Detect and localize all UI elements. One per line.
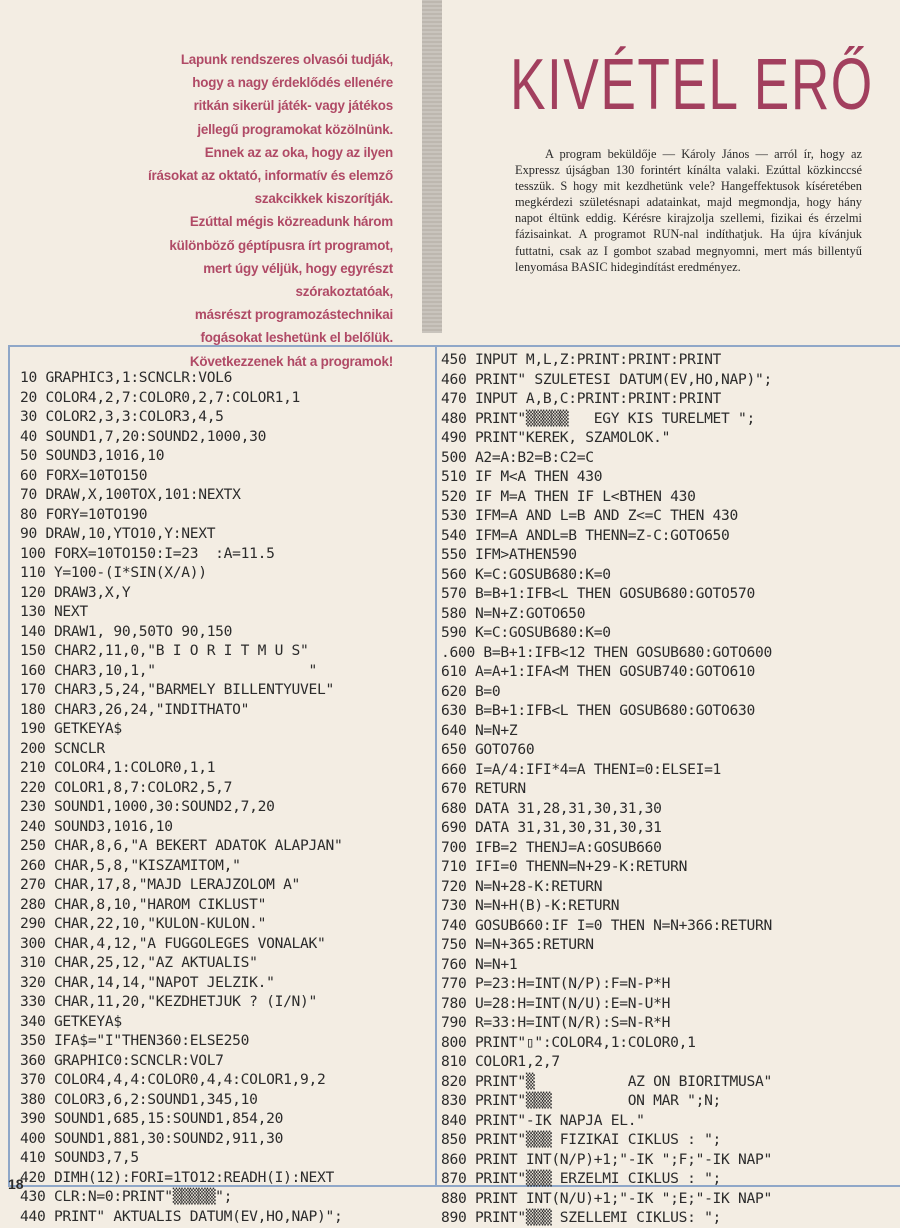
code-line: 410 SOUND3,7,5 bbox=[20, 1149, 139, 1166]
code-line: 440 PRINT" AKTUALIS DATUM(EV,HO,NAP)"; bbox=[20, 1207, 343, 1225]
code-line: 380 COLOR3,6,2:SOUND1,345,10 bbox=[20, 1090, 258, 1108]
code-line: 820 PRINT"▒ AZ ON BIORITMUSA" bbox=[441, 1072, 772, 1090]
code-line: 880 PRINT INT(N/U)+1;"-IK ";E;"-IK NAP" bbox=[441, 1189, 772, 1207]
intro-text bbox=[100, 48, 393, 373]
intro-line: szakcikkek kiszorítják. bbox=[254, 191, 393, 207]
code-line: 840 PRINT"-IK NAPJA EL." bbox=[441, 1111, 645, 1129]
code-line: 610 A=A+1:IFA<M THEN GOSUB740:GOTO610 bbox=[441, 663, 755, 680]
intro-line: Lapunk rendszeres olvasói tudják, bbox=[180, 52, 393, 67]
code-line: 60 FORX=10TO150 bbox=[20, 466, 148, 484]
code-line: 470 INPUT A,B,C:PRINT:PRINT:PRINT bbox=[441, 390, 722, 407]
code-listing-left bbox=[20, 368, 342, 1226]
code-line: 160 CHAR3,10,1," " bbox=[20, 661, 318, 679]
code-line: 590 K=C:GOSUB680:K=0 bbox=[441, 624, 611, 641]
code-line: 210 COLOR4,1:COLOR0,1,1 bbox=[20, 759, 216, 776]
code-line: 780 U=28:H=INT(N/U):E=N-U*H bbox=[441, 994, 671, 1012]
code-line: 330 CHAR,11,20,"KEZDHETJUK ? (I/N)" bbox=[20, 993, 318, 1010]
code-line: 830 PRINT"▒▒▒ ON MAR ";N; bbox=[441, 1092, 722, 1109]
code-line: 860 PRINT INT(N/P)+1;"-IK ";F;"-IK NAP" bbox=[441, 1150, 772, 1168]
code-line: 870 PRINT"▒▒▒ ERZELMI CIKLUS : "; bbox=[441, 1170, 722, 1187]
code-line: 240 SOUND3,1016,10 bbox=[20, 817, 173, 835]
code-line: 650 GOTO760 bbox=[441, 741, 535, 758]
code-line: 50 SOUND3,1016,10 bbox=[20, 447, 165, 464]
code-line: 110 Y=100-(I*SIN(X/A)) bbox=[20, 564, 207, 581]
code-line: 530 IFM=A AND L=B AND Z<=C THEN 430 bbox=[441, 507, 739, 524]
article-title bbox=[510, 46, 900, 126]
code-line: 460 PRINT" SZULETESI DATUM(EV,HO,NAP)"; bbox=[441, 370, 772, 388]
code-line: 570 B=B+1:IFB<L THEN GOSUB680:GOTO570 bbox=[441, 585, 755, 602]
code-line: 390 SOUND1,685,15:SOUND1,854,20 bbox=[20, 1110, 284, 1127]
code-line: 400 SOUND1,881,30:SOUND2,911,30 bbox=[20, 1129, 284, 1147]
intro-line: mert úgy véljük, hogy egyrészt bbox=[203, 260, 393, 276]
code-line: 200 SCNCLR bbox=[20, 739, 105, 757]
code-line: 270 CHAR,17,8,"MAJD LERAJZOLOM A" bbox=[20, 876, 301, 893]
code-line: 450 INPUT M,L,Z:PRINT:PRINT:PRINT bbox=[441, 351, 722, 368]
code-line: 280 CHAR,8,10,"HAROM CIKLUST" bbox=[20, 895, 267, 913]
code-line: 850 PRINT"▒▒▒ FIZIKAI CIKLUS : "; bbox=[441, 1131, 722, 1148]
code-line: 80 FORY=10TO190 bbox=[20, 505, 148, 523]
code-line: 580 N=N+Z:GOTO650 bbox=[441, 604, 586, 622]
code-line: 490 PRINT"KEREK, SZAMOLOK." bbox=[441, 429, 671, 446]
code-line: .600 B=B+1:IFB<12 THEN GOSUB680:GOTO600 bbox=[441, 643, 772, 661]
code-line: 10 GRAPHIC3,1:SCNCLR:VOL6 bbox=[20, 369, 233, 386]
code-line: 190 GETKEYA$ bbox=[20, 720, 122, 737]
code-line: 150 CHAR2,11,0,"B I O R I T M U S" bbox=[20, 642, 309, 659]
code-line: 130 NEXT bbox=[20, 603, 88, 620]
vertical-divider bbox=[422, 0, 442, 333]
code-line: 420 DIMH(12):FORI=1TO12:READH(I):NEXT bbox=[20, 1168, 334, 1186]
code-line: 710 IFI=0 THENN=N+29-K:RETURN bbox=[441, 858, 688, 875]
code-line: 100 FORX=10TO150:I=23 :A=11.5 bbox=[20, 544, 275, 562]
code-line: 750 N=N+365:RETURN bbox=[441, 936, 594, 953]
code-line: 360 GRAPHIC0:SCNCLR:VOL7 bbox=[20, 1051, 224, 1069]
code-line: 350 IFA$="I"THEN360:ELSE250 bbox=[20, 1032, 250, 1049]
code-line: 770 P=23:H=INT(N/P):F=N-P*H bbox=[441, 975, 671, 992]
code-line: 520 IF M=A THEN IF L<BTHEN 430 bbox=[441, 487, 696, 505]
intro-line: Következzenek hát a programok! bbox=[189, 353, 393, 369]
code-line: 140 DRAW1, 90,50TO 90,150 bbox=[20, 622, 233, 640]
code-line: 720 N=N+28-K:RETURN bbox=[441, 877, 603, 895]
code-line: 30 COLOR2,3,3:COLOR3,4,5 bbox=[20, 408, 224, 425]
code-line: 740 GOSUB660:IF I=0 THEN N=N+366:RETURN bbox=[441, 916, 772, 934]
code-line: 290 CHAR,22,10,"KULON-KULON." bbox=[20, 915, 267, 932]
code-line: 180 CHAR3,26,24,"INDITHATO" bbox=[20, 700, 250, 718]
code-line: 510 IF M<A THEN 430 bbox=[441, 468, 603, 485]
intro-line: különböző géptípusra írt programot, bbox=[169, 237, 393, 253]
code-line: 260 CHAR,5,8,"KISZAMITOM," bbox=[20, 856, 241, 874]
code-line: 430 CLR:N=0:PRINT"▒▒▒▒▒"; bbox=[20, 1188, 233, 1205]
code-line: 480 PRINT"▒▒▒▒▒ EGY KIS TURELMET "; bbox=[441, 409, 755, 427]
code-line: 810 COLOR1,2,7 bbox=[441, 1053, 560, 1070]
code-line: 700 IFB=2 THENJ=A:GOSUB660 bbox=[441, 838, 662, 856]
code-line: 120 DRAW3,X,Y bbox=[20, 583, 131, 601]
intro-line: Ennek az az oka, hogy az ilyen bbox=[204, 144, 393, 160]
intro-line: jellegű programokat közölnünk. bbox=[197, 121, 393, 137]
code-line: 730 N=N+H(B)-K:RETURN bbox=[441, 897, 620, 914]
code-line: 70 DRAW,X,100TOX,101:NEXTX bbox=[20, 486, 241, 503]
code-line: 500 A2=A:B2=B:C2=C bbox=[441, 448, 594, 466]
code-line: 760 N=N+1 bbox=[441, 955, 518, 973]
intro-line: hogy a nagy érdeklődés ellenére bbox=[192, 75, 393, 91]
code-line: 540 IFM=A ANDL=B THENN=Z-C:GOTO650 bbox=[441, 526, 730, 544]
intro-line: ritkán sikerül játék- vagy játékos bbox=[193, 98, 393, 114]
page-number: 18 bbox=[8, 1176, 24, 1192]
article-description: A program beküldője — Károly János — arról ír, hogy az Expressz újságban 130 forintért kínálta valaki. Ezúttal közkinccsé tesszük. S hogy mit kezdhetünk vele? Hangeffektusok kíséretében megkérdezi születésnapi adatainkat, majd megmondja, hogy hány napot éltünk eddig. Kérésre kirajzolja szellemi, fizikai és érzelmi fázisainkat. A programot RUN-nal indíthatjuk. Ha újra kívánjuk futtatni, csak az I gombot szabad megnyomni, mert más billentyű lenyomása BASIC hidegindítást eredményez. bbox=[515, 147, 862, 274]
intro-line: másrészt programozástechnikai bbox=[194, 307, 393, 323]
intro-line: szórakoztatóak, bbox=[295, 284, 393, 300]
code-line: 320 CHAR,14,14,"NAPOT JELZIK." bbox=[20, 973, 275, 991]
code-column-divider bbox=[435, 345, 437, 1187]
code-line: 550 IFM>ATHEN590 bbox=[441, 546, 577, 563]
code-line: 230 SOUND1,1000,30:SOUND2,7,20 bbox=[20, 798, 275, 815]
code-line: 660 I=A/4:IFI*4=A THENI=0:ELSEI=1 bbox=[441, 760, 722, 778]
code-line: 690 DATA 31,31,30,31,30,31 bbox=[441, 819, 662, 836]
code-line: 250 CHAR,8,6,"A BEKERT ADATOK ALAPJAN" bbox=[20, 837, 343, 854]
code-line: 670 RETURN bbox=[441, 780, 526, 797]
code-line: 40 SOUND1,7,20:SOUND2,1000,30 bbox=[20, 427, 267, 445]
code-line: 640 N=N+Z bbox=[441, 721, 518, 739]
intro-line: Ezúttal mégis közreadunk három bbox=[189, 214, 393, 230]
code-line: 300 CHAR,4,12,"A FUGGOLEGES VONALAK" bbox=[20, 934, 326, 952]
code-line: 310 CHAR,25,12,"AZ AKTUALIS" bbox=[20, 954, 258, 971]
code-line: 170 CHAR3,5,24,"BARMELY BILLENTYUVEL" bbox=[20, 681, 334, 698]
code-line: 680 DATA 31,28,31,30,31,30 bbox=[441, 799, 662, 817]
code-line: 340 GETKEYA$ bbox=[20, 1012, 122, 1030]
code-line: 560 K=C:GOSUB680:K=0 bbox=[441, 565, 611, 583]
intro-line: írásokat az oktató, informatív és elemző bbox=[147, 168, 393, 184]
code-line: 220 COLOR1,8,7:COLOR2,5,7 bbox=[20, 778, 233, 796]
code-line: 630 B=B+1:IFB<L THEN GOSUB680:GOTO630 bbox=[441, 702, 755, 719]
code-line: 790 R=33:H=INT(N/R):S=N-R*H bbox=[441, 1014, 671, 1031]
code-line: 620 B=0 bbox=[441, 682, 501, 700]
code-line: 20 COLOR4,2,7:COLOR0,2,7:COLOR1,1 bbox=[20, 388, 301, 406]
code-line: 890 PRINT"▒▒▒ SZELLEMI CIKLUS: "; bbox=[441, 1209, 722, 1226]
intro-line: fogásokat leshetünk el belőlük. bbox=[200, 330, 393, 346]
code-line: 90 DRAW,10,YTO10,Y:NEXT bbox=[20, 525, 216, 542]
article-title-text: KIVÉTEL ERŐ bbox=[510, 46, 874, 125]
code-listing-right bbox=[441, 350, 772, 1228]
code-line: 800 PRINT"▯":COLOR4,1:COLOR0,1 bbox=[441, 1033, 696, 1051]
code-line: 370 COLOR4,4,4:COLOR0,4,4:COLOR1,9,2 bbox=[20, 1071, 326, 1088]
